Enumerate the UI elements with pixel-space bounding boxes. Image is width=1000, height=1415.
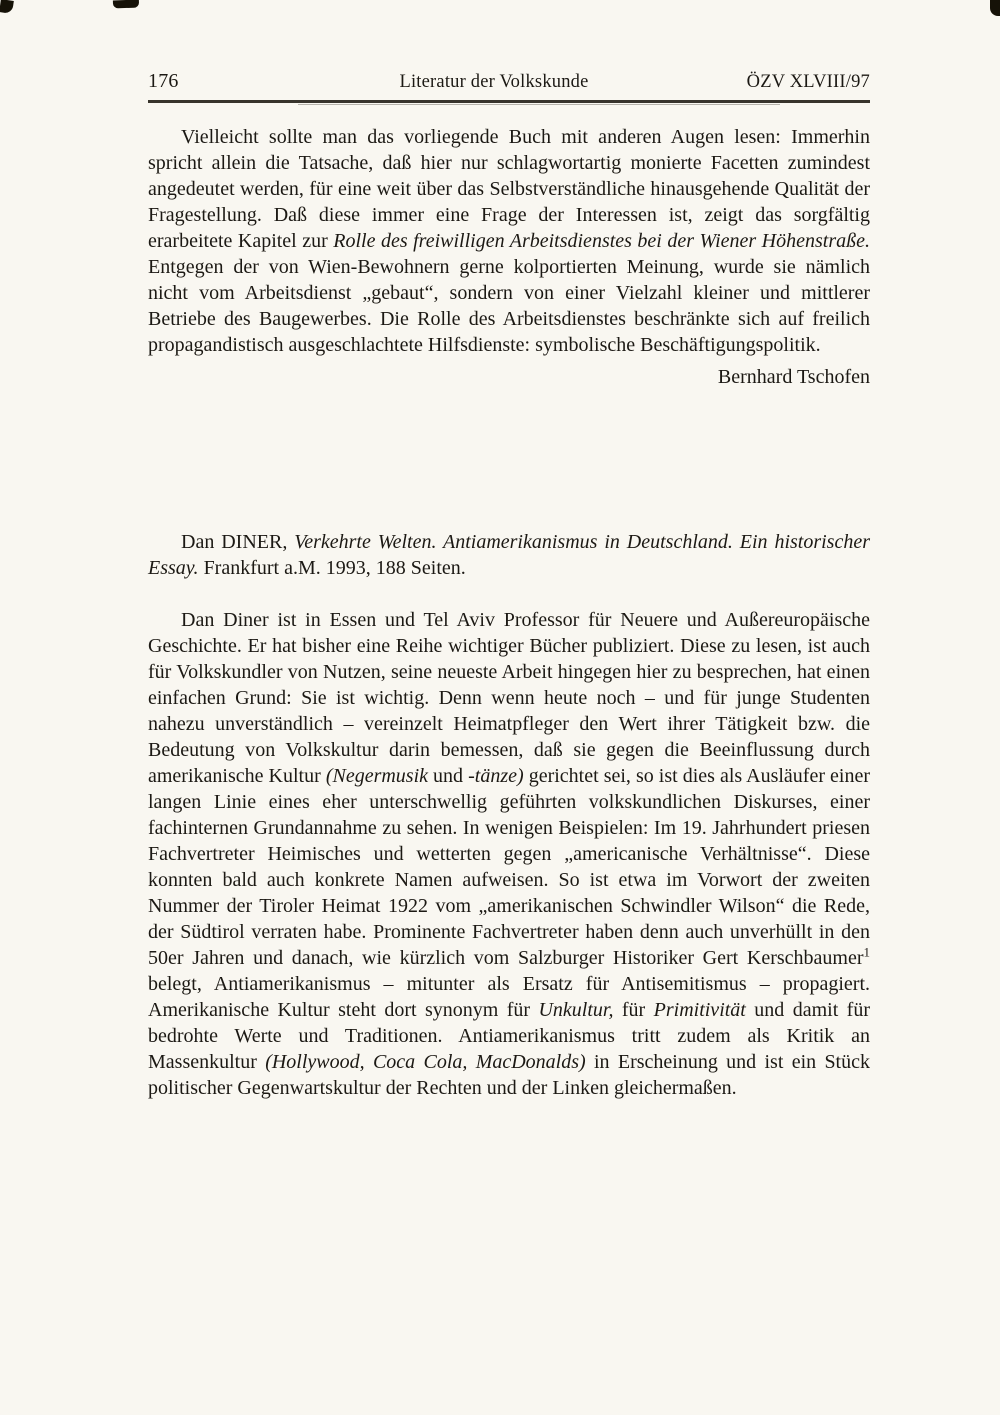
journal-issue-ref: ÖZV XLVIII/97 — [746, 72, 870, 92]
page-header — [148, 70, 870, 93]
text-column — [148, 70, 870, 1101]
running-head-title: Literatur der Volkskunde — [399, 72, 589, 92]
scan-artifact — [0, 0, 14, 14]
scan-artifact — [990, 0, 1000, 16]
review-body-paragraph: Dan Diner ist in Essen und Tel Aviv Professor für Neuere und Außereuropäische Geschichte. Er hat bisher eine Reihe wichtiger Bücher publiziert. Diese zu lesen, ist auch für Volkskundler von Nutzen, seine neueste Arbeit hingegen hier zu besprechen, hat einen einfachen Grund: Sie ist wichtig. Denn wenn heute noch – und für junge Studenten nahezu unverständlich – vereinzelt Heimatpfleger den Wert ihrer Tätigkeit bzw. die Bedeutung von Volkskultur darin bemessen, daß sie gegen die Beeinflussung durch amerikanische Kultur (Negermusik und -tänze) gerichtet sei, so ist dies als Ausläufer einer langen Linie eines eher unterschwellig geführten volkskundlichen Diskurses, einer fachinternen Grundannahme zu sehen. In wenigen Beispielen: Im 19. Jahrhundert priesen Fachvertreter Heimisches und wetterten gegen „americanische Verhältnisse“. Diese konnten bald auch konkrete Namen aufweisen. So ist etwa im Vorwort der zweiten Nummer der Tiroler Heimat 1922 vom „amerikanischen Schwindler Wilson“ die Rede, der Südtirol verraten habe. Prominente Fachvertreter haben denn auch unverhüllt in den 50er Jahren und danach, wie kürzlich vom Salzburger Historiker Gert Kerschbaumer$^1$ belegt, Antiamerikanismus – mitunter als Ersatz für Antisemitismus – propagiert. Amerikanische Kultur steht dort synonym für Unkultur, für Primitivität und damit für bedrohte Werte und Traditionen. Antiamerikanismus tritt zudem als Kritik an Massenkultur (Hollywood, Coca Cola, MacDonalds) in Erscheinung und ist ein Stück politischer Gegenwartskultur der Rechten und der Linken gleichermaßen. — [148, 608, 871, 1099]
reviewer-signature: Bernhard Tschofen — [717, 365, 870, 388]
review-closing-paragraph: Vielleicht sollte man das vorliegende Buch mit anderen Augen lesen: Immerhin spricht allein die Tatsache, daß hier nur schlagwortartig monierte Facetten zumindest angedeutet werden, für eine weit über das Selbstverständliche hinausgehende Qualität der Fragestellung. Daß diese immer eine Frage der Interessen ist, zeigt das sorgfältig erarbeitete Kapitel zur Rolle des freiwilligen Arbeitsdienstes bei der Wiener Höhenstraße. Entgegen der von Wien-Bewohnern gerne kolportierten Meinung, wurde sie nämlich nicht vom Arbeitsdienst „gebaut“, sondern von einer Vielzahl kleiner und mittlerer Betriebe des Baugewerbes. Die Rolle des Arbeitsdienstes beschränkte sich auf freilich propagandistisch ausgeschlachtete Hilfsdienste: symbolische Beschäftigungspolitik. — [148, 125, 870, 356]
header-rule — [148, 100, 870, 103]
book-citation: Dan DINER, Verkehrte Welten. Antiamerikanismus in Deutschland. Ein historischer Essay. Frankfurt a.M. 1993, 188 Seiten. — [148, 530, 870, 579]
scan-artifact — [113, 0, 139, 8]
page-number: 176 — [148, 70, 179, 92]
